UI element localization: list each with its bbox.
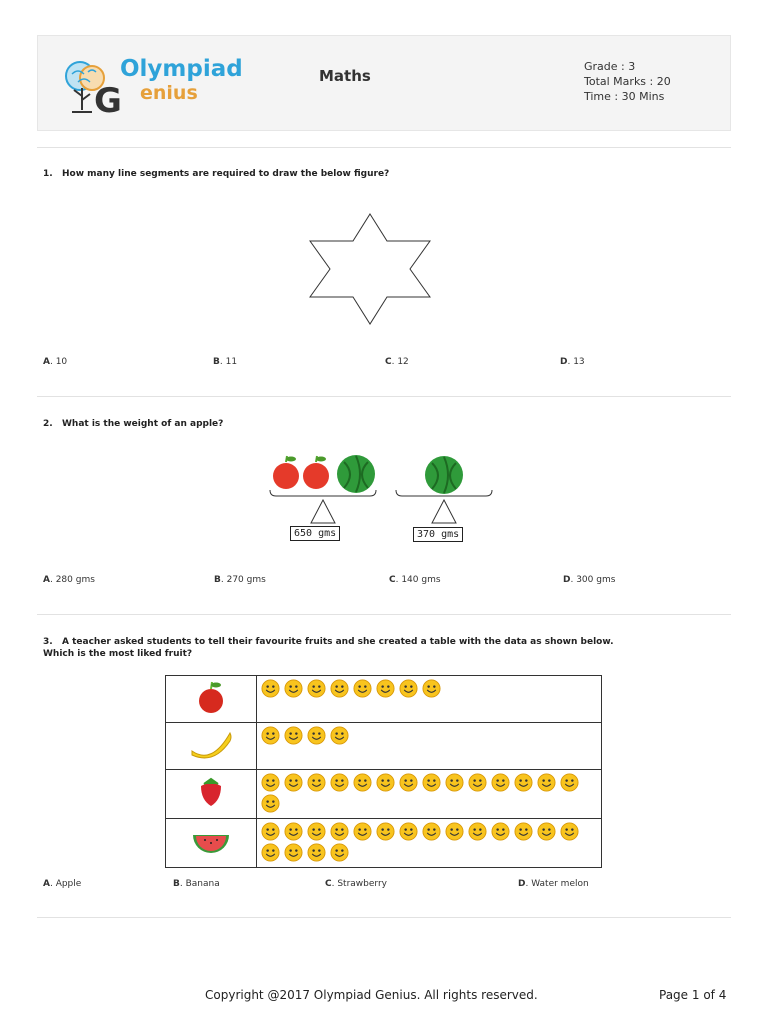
watermelon-icon [337,455,375,493]
apple-icon [273,456,299,489]
copyright-text: Copyright @2017 Olympiad Genius. All rights reserved. [205,988,538,1002]
smiley-row [257,723,602,770]
question-1-option-c[interactable]: C. 12 [385,357,409,367]
total-marks-label: Total Marks : 20 [584,75,671,88]
grade-label: Grade : 3 [584,60,636,73]
apple-icon [166,676,257,723]
subject-title: Maths [319,67,371,85]
table-row [166,819,602,868]
smiley-face-icon [330,773,349,792]
question-3-text: 3. A teacher asked students to tell their favourite fruits and she created a table with the data as shown below. Which is the most liked fruit? [43,637,614,659]
smiley-face-icon [537,822,556,841]
smiley-face-icon [445,773,464,792]
smiley-face-icon [284,773,303,792]
smiley-face-icon [284,822,303,841]
smiley-face-icon [491,773,510,792]
table-row [166,770,602,819]
smiley-face-icon [399,773,418,792]
smiley-face-icon [399,822,418,841]
smiley-face-icon [560,822,579,841]
question-2-option-d[interactable]: D. 300 gms [563,575,616,585]
apple-icon [303,456,329,489]
watermelon-icon [166,819,257,868]
smiley-face-icon [353,822,372,841]
page-number: Page 1 of 4 [659,988,727,1002]
smiley-face-icon [261,679,280,698]
table-row [166,676,602,723]
smiley-face-icon [284,726,303,745]
smiley-row [257,770,602,819]
logo-text-genius: enius [140,82,198,104]
smiley-face-icon [537,773,556,792]
smiley-face-icon [514,773,533,792]
question-2-option-b[interactable]: B. 270 gms [214,575,266,585]
smiley-face-icon [422,679,441,698]
question-1-option-a[interactable]: A. 10 [43,357,68,367]
smiley-face-icon [330,679,349,698]
smiley-face-icon [261,794,280,813]
table-row [166,723,602,770]
smiley-face-icon [560,773,579,792]
olympiad-genius-logo [58,56,258,118]
smiley-face-icon [284,679,303,698]
question-1-option-b[interactable]: B. 11 [213,357,238,367]
divider [37,147,731,148]
smiley-face-icon [261,822,280,841]
smiley-face-icon [330,726,349,745]
smiley-face-icon [307,726,326,745]
divider [37,917,731,918]
smiley-face-icon [445,822,464,841]
smiley-face-icon [422,773,441,792]
smiley-face-icon [376,679,395,698]
logo-text-olympiad: Olympiad [120,56,243,82]
smiley-face-icon [261,773,280,792]
smiley-face-icon [376,822,395,841]
smiley-face-icon [468,822,487,841]
question-3-option-b[interactable]: B. Banana [173,879,220,889]
smiley-face-icon [307,843,326,862]
right-scale-weight: 370 gms [413,527,463,542]
smiley-face-icon [422,822,441,841]
balance-scales-figure [266,450,498,530]
smiley-face-icon [468,773,487,792]
smiley-face-icon [284,843,303,862]
question-3-option-c[interactable]: C. Strawberry [325,879,387,889]
question-2-option-c[interactable]: C. 140 gms [389,575,441,585]
question-3-option-a[interactable]: A. Apple [43,879,82,889]
divider [37,614,731,615]
six-point-star-figure [300,212,440,326]
smiley-face-icon [399,679,418,698]
favourite-fruit-pictograph [165,675,602,868]
worksheet-header [37,35,731,131]
smiley-face-icon [353,773,372,792]
smiley-face-icon [307,822,326,841]
smiley-row [257,819,602,868]
smiley-face-icon [261,843,280,862]
svg-text:G: G [94,81,122,118]
strawberry-icon [166,770,257,819]
exam-meta [584,59,671,104]
question-1-text: 1. How many line segments are required to draw the below figure? [43,169,390,179]
smiley-face-icon [330,843,349,862]
smiley-row [257,676,602,723]
question-2-option-a[interactable]: A. 280 gms [43,575,95,585]
question-1-option-d[interactable]: D. 13 [560,357,585,367]
question-3-option-d[interactable]: D. Water melon [518,879,589,889]
smiley-face-icon [376,773,395,792]
banana-icon [166,723,257,770]
smiley-face-icon [307,773,326,792]
brain-tree-icon [58,56,128,118]
divider [37,396,731,397]
smiley-face-icon [330,822,349,841]
smiley-face-icon [307,679,326,698]
smiley-face-icon [353,679,372,698]
question-2-text: 2. What is the weight of an apple? [43,419,224,429]
watermelon-icon [425,456,463,494]
time-label: Time : 30 Mins [584,90,665,103]
smiley-face-icon [514,822,533,841]
smiley-face-icon [491,822,510,841]
smiley-face-icon [261,726,280,745]
left-scale-weight: 650 gms [290,526,340,541]
